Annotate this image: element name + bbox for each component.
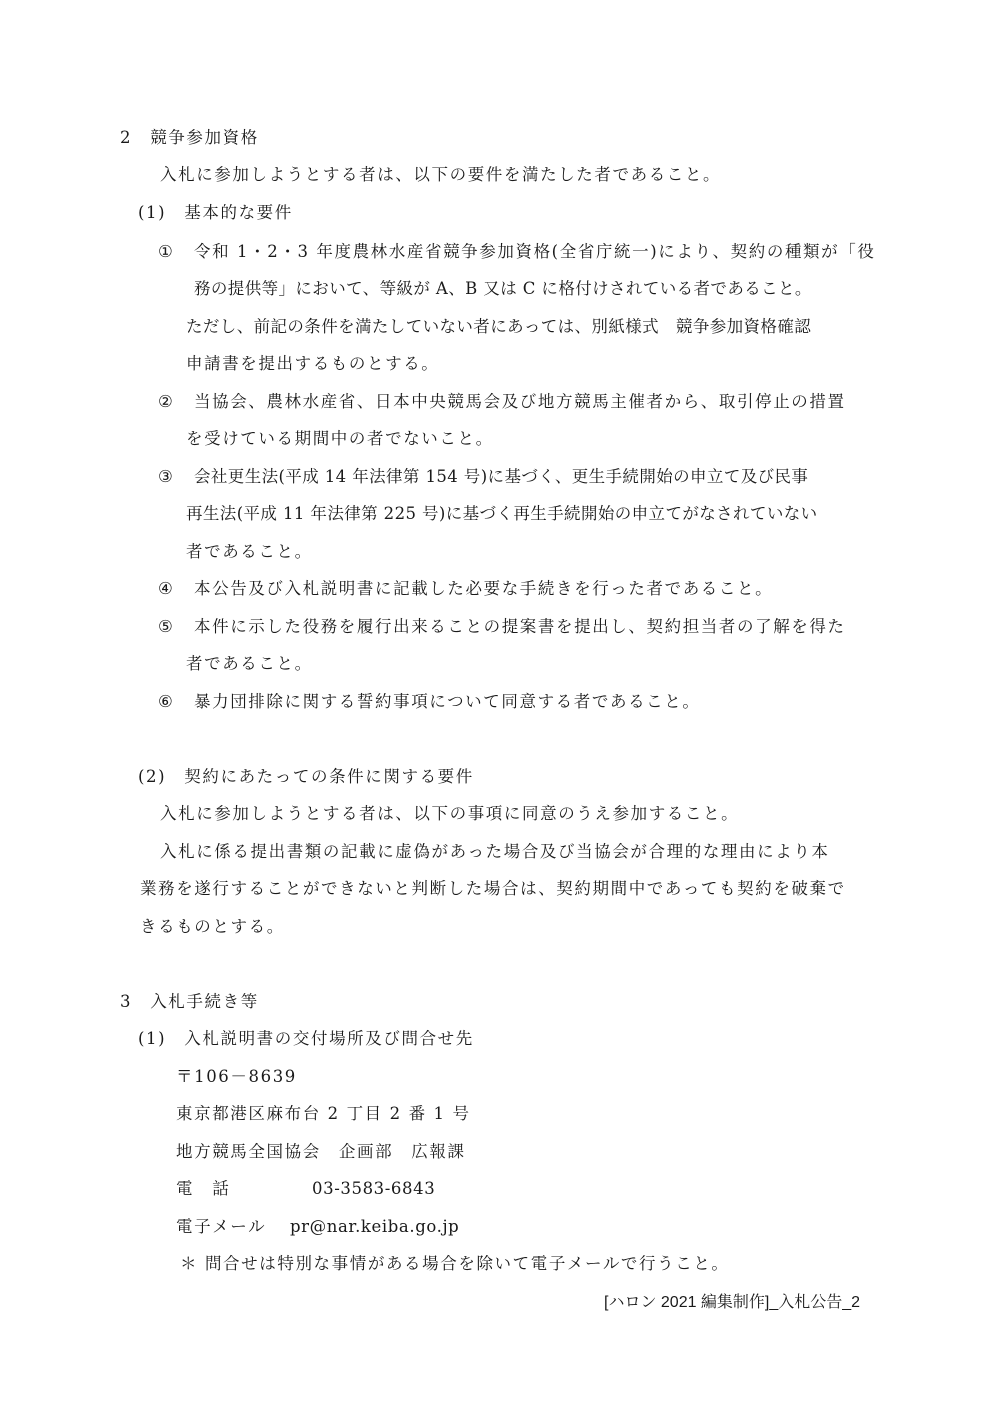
list-item-text: 暴力団排除に関する誓約事項について同意する者であること。 <box>194 692 701 711</box>
list-item-4 <box>158 578 773 600</box>
phone-number: 03-3583-6843 <box>312 1179 436 1198</box>
list-item-3 <box>158 466 808 488</box>
list-item-text: 令和 1・2・3 年度農林水産省競争参加資格(全省庁統一)により、契約の種類が「役 <box>194 242 876 261</box>
list-item-text: 会社更生法(平成 14 年法律第 154 号)に基づく、更生手続開始の申立て及び民事 <box>194 467 809 486</box>
list-item-number: ⑤ <box>158 617 173 636</box>
list-item-number: ⑥ <box>158 692 173 711</box>
subsection-2-2-para-2-line-2: 業務を遂行することができないと判断した場合は、契約期間中であっても契約を破棄で <box>140 879 846 898</box>
subsection-2-2-para-2-line-1: 入札に係る提出書類の記載に虚偽があった場合及び当協会が合理的な理由により本 <box>160 842 830 861</box>
list-item-number: ④ <box>158 579 173 598</box>
section-2-intro: 入札に参加しようとする者は、以下の要件を満たした者であること。 <box>160 165 722 184</box>
contact-note: ＊ 問合せは特別な事情がある場合を除いて電子メールで行うこと。 <box>180 1254 730 1273</box>
list-item-6 <box>158 691 700 713</box>
subsection-2-1-heading: (1) 基本的な要件 <box>138 203 293 222</box>
list-item-text: 本件に示した役務を履行出来ることの提案書を提出し、契約担当者の了解を得た <box>194 617 846 636</box>
list-item-2 <box>158 391 846 413</box>
phone-label: 電 話 <box>176 1179 231 1198</box>
list-item-text: 本公告及び入札説明書に記載した必要な手続きを行った者であること。 <box>194 579 774 598</box>
list-item-number: ① <box>158 242 173 261</box>
list-item-5 <box>158 616 846 638</box>
subsection-3-1-heading: (1) 入札説明書の交付場所及び問合せ先 <box>138 1029 474 1048</box>
section-2-heading: 2 競争参加資格 <box>120 128 259 147</box>
list-item-text: 当協会、農林水産省、日本中央競馬会及び地方競馬主催者から、取引停止の措置 <box>194 392 846 411</box>
list-item-1-line-2: 務の提供等」において、等級が A、B 又は C に格付けされている者であること。 <box>194 279 812 298</box>
page-footer: [ハロン 2021 編集制作]_入札公告_2 <box>604 1294 861 1311</box>
list-item-number: ③ <box>158 467 173 486</box>
list-item-3-line-3: 者であること。 <box>186 542 313 561</box>
list-item-1-line-3: ただし、前記の条件を満たしていない者にあっては、別紙様式 競争参加資格確認 <box>186 317 812 336</box>
list-item-5-line-2: 者であること。 <box>186 654 313 673</box>
list-item-2-line-2: を受けている期間中の者でないこと。 <box>186 429 494 448</box>
email-label: 電子メール <box>176 1217 267 1236</box>
subsection-2-2-heading: (2) 契約にあたっての条件に関する要件 <box>138 767 474 786</box>
section-3-heading: 3 入札手続き等 <box>120 992 259 1011</box>
organization: 地方競馬全国協会 企画部 広報課 <box>176 1142 466 1161</box>
postal-code: 〒106－8639 <box>176 1067 297 1086</box>
list-item-3-line-2: 再生法(平成 11 年法律第 225 号)に基づく再生手続開始の申立てがなされていない <box>186 504 818 523</box>
list-item-number: ② <box>158 392 173 411</box>
list-item-1-line-4: 申請書を提出するものとする。 <box>186 354 440 373</box>
subsection-2-2-para-2-line-3: きるものとする。 <box>140 917 285 936</box>
email-address: pr@nar.keiba.go.jp <box>290 1217 460 1236</box>
subsection-2-2-para-1: 入札に参加しようとする者は、以下の事項に同意のうえ参加すること。 <box>160 804 740 823</box>
address: 東京都港区麻布台 2 丁目 2 番 1 号 <box>176 1104 471 1123</box>
list-item-1 <box>158 241 875 263</box>
